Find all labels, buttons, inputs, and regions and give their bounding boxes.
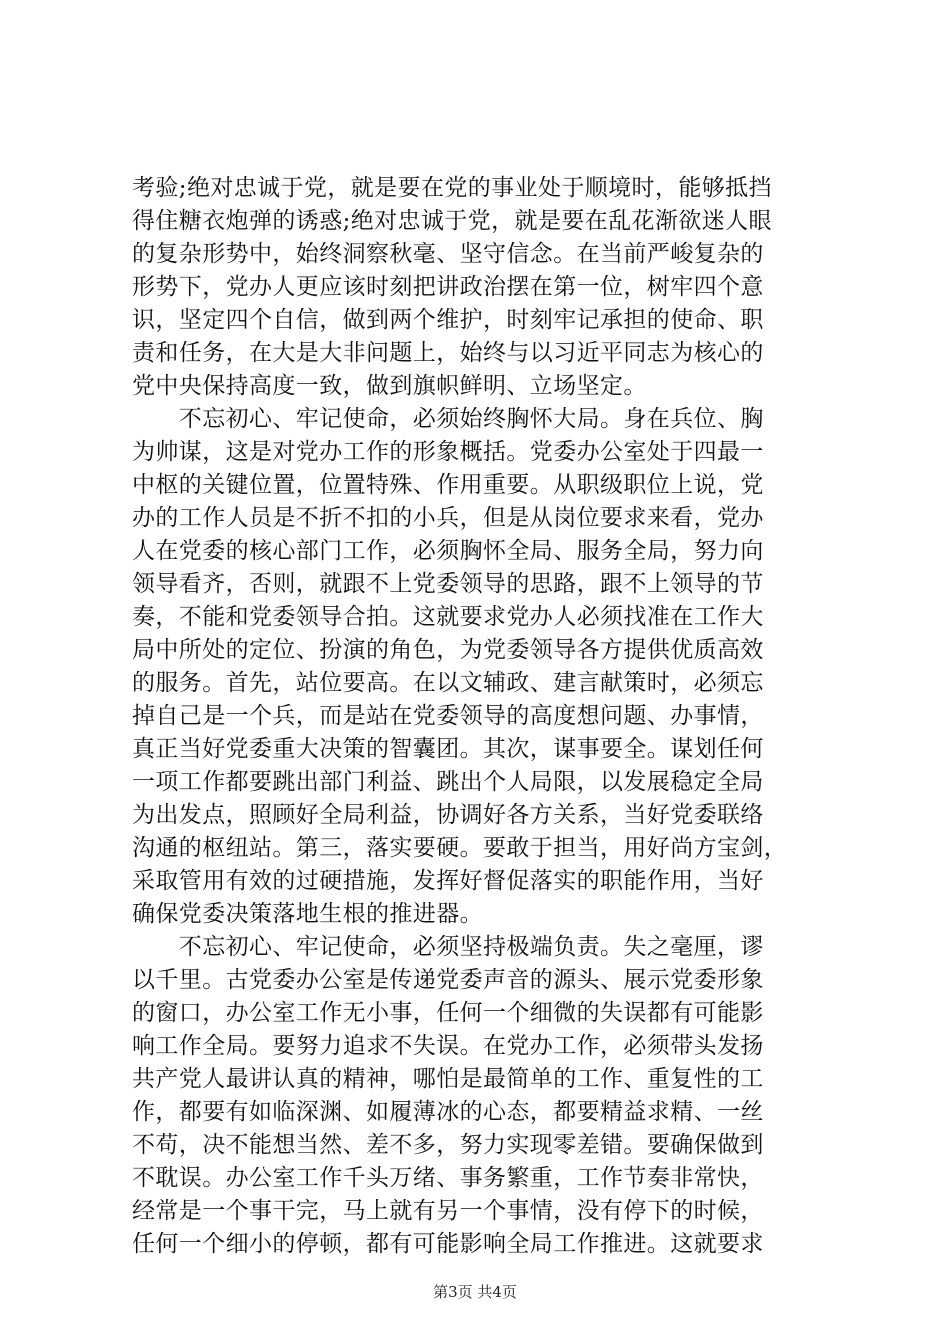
text-line: 确保党委决策落地生根的推进器。 bbox=[132, 901, 483, 927]
text-line: 的复杂形势中，始终洞察秋毫、坚守信念。在当前严峻复杂的 bbox=[132, 241, 764, 267]
text-line: 一项工作都要跳出部门利益、跳出个人局限，以发展稳定全局 bbox=[132, 769, 764, 795]
text-line: 共产党人最讲认真的精神，哪怕是最简单的工作、重复性的工 bbox=[132, 1066, 764, 1092]
text-line: 为出发点，照顾好全局利益，协调好各方关系，当好党委联络 bbox=[132, 802, 764, 828]
page-number-footer: 第3页 共4页 bbox=[433, 1283, 517, 1301]
text-line: 作，都要有如临深渊、如履薄冰的心态，都要精益求精、一丝 bbox=[132, 1099, 764, 1125]
text-line: 奏，不能和党委领导合拍。这就要求党办人必须找准在工作大 bbox=[132, 604, 764, 630]
text-line: 考验;绝对忠诚于党，就是要在党的事业处于顺境时，能够抵挡 bbox=[132, 175, 772, 201]
text-line: 任何一个细小的停顿，都有可能影响全局工作推进。这就要求 bbox=[132, 1231, 764, 1257]
text-line: 不苟，决不能想当然、差不多，努力实现零差错。要确保做到 bbox=[132, 1132, 764, 1158]
text-line: 领导看齐，否则，就跟不上党委领导的思路，跟不上领导的节 bbox=[132, 571, 764, 597]
text-line: 党中央保持高度一致，做到旗帜鲜明、立场坚定。 bbox=[132, 373, 647, 399]
text-line: 不忘初心、牢记使命，必须坚持极端负责。失之毫厘，谬 bbox=[132, 934, 764, 960]
text-line: 中枢的关键位置，位置特殊、作用重要。从职级职位上说，党 bbox=[132, 472, 764, 498]
text-line: 的窗口，办公室工作无小事，任何一个细微的失误都有可能影 bbox=[132, 1000, 764, 1026]
text-line: 经常是一个事干完，马上就有另一个事情，没有停下的时候， bbox=[132, 1198, 764, 1224]
text-line: 不耽误。办公室工作千头万绪、事务繁重，工作节奏非常快， bbox=[132, 1165, 764, 1191]
text-line: 响工作全局。要努力追求不失误。在党办工作，必须带头发扬 bbox=[132, 1033, 764, 1059]
text-line: 人在党委的核心部门工作，必须胸怀全局、服务全局，努力向 bbox=[132, 538, 764, 564]
text-line: 得住糖衣炮弹的诱惑;绝对忠诚于党，就是要在乱花渐欲迷人眼 bbox=[132, 208, 772, 234]
text-line: 为帅谋，这是对党办工作的形象概括。党委办公室处于四最一 bbox=[132, 439, 764, 465]
text-line: 办的工作人员是不折不扣的小兵，但是从岗位要求来看，党办 bbox=[132, 505, 764, 531]
text-line: 不忘初心、牢记使命，必须始终胸怀大局。身在兵位、胸 bbox=[132, 406, 764, 432]
text-line: 责和任务，在大是大非问题上，始终与以习近平同志为核心的 bbox=[132, 340, 764, 366]
text-line: 采取管用有效的过硬措施，发挥好督促落实的职能作用，当好 bbox=[132, 868, 764, 894]
body-text bbox=[132, 172, 832, 1261]
text-line: 以千里。古党委办公室是传递党委声音的源头、展示党委形象 bbox=[132, 967, 764, 993]
text-line: 形势下，党办人更应该时刻把讲政治摆在第一位，树牢四个意 bbox=[132, 274, 764, 300]
text-line: 局中所处的定位、扮演的角色，为党委领导各方提供优质高效 bbox=[132, 637, 764, 663]
text-line: 识，坚定四个自信，做到两个维护，时刻牢记承担的使命、职 bbox=[132, 307, 764, 333]
text-line: 沟通的枢纽站。第三，落实要硬。要敢于担当，用好尚方宝剑， bbox=[132, 835, 788, 861]
text-line: 真正当好党委重大决策的智囊团。其次，谋事要全。谋划任何 bbox=[132, 736, 764, 762]
text-line: 掉自己是一个兵，而是站在党委领导的高度想问题、办事情， bbox=[132, 703, 764, 729]
text-line: 的服务。首先，站位要高。在以文辅政、建言献策时，必须忘 bbox=[132, 670, 764, 696]
